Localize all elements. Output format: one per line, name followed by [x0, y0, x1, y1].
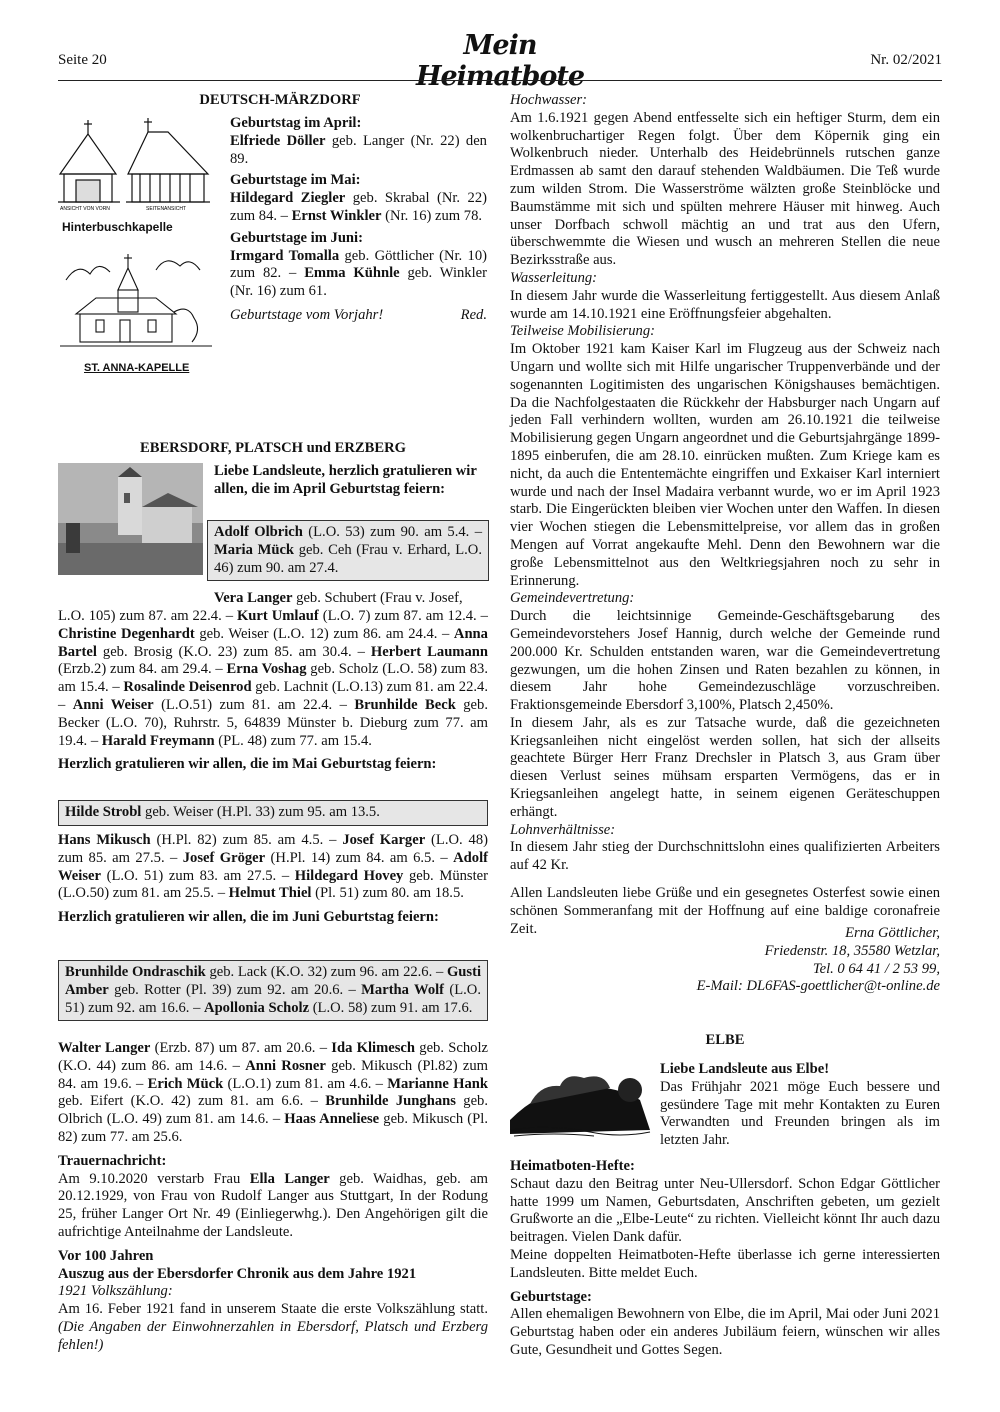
gemeindevertretung-text: Durch die leichtsinnige Gemeinde-Geschäftsgebarung des Gemeindevorstehers Josef Hannig, durch welche der Gemeinde rund 200.000 Kr. Schulden entstanden waren, war die Gemeindevertretung gezwungen, um die hohen Zinsen und Raten bezahlen zu können, in diesem Jahr hohe Gemeindezuschläge vorzuschreiben. Fraktionsgemeinde Ebersdorf 3,100%, Platsch 2,450%. [510, 608, 940, 714]
dm-mai-heading: Geburtstage im Mai: [230, 172, 361, 189]
trauer-heading: Trauernachricht: [58, 1152, 167, 1169]
issue-number: Nr. 02/2021 [870, 52, 942, 68]
elbe-geburtstage-text: Allen ehemaligen Bewohnern von Elbe, die im April, Mai oder Juni 2021 Geburtstag haben oder ein anderes Jubiläum feiern, wünschen wir alles Gute, Gesundheit und Gottes Segen. [510, 1306, 940, 1358]
heimatboten-text-1: Schaut dazu den Beitrag unter Neu-Ullersdorf. Schon Edgar Göttlicher hatte 1999 um Namen, Geburtsdaten, Anschriften gebeten, um gezielt Grußworte an die „Elbe-Leute“ zu richten. Vielleicht könnt Ihr auch dazu beitragen. Vielen Dank dafür. [510, 1175, 940, 1246]
signature-phone: Tel. 0 64 41 / 2 53 99, [812, 960, 940, 977]
masthead-logo: Mein Heimatbote [415, 30, 585, 92]
wasserleitung-heading: Wasserleitung: [510, 269, 598, 286]
chronik-continued [510, 92, 940, 938]
dm-red: Red. [460, 306, 487, 323]
st-anna-kapelle-drawing [56, 250, 216, 360]
ebersdorf-april-list: L.O. 105) zum 87. am 22.4. – Kurt Umlauf (L.O. 7) zum 87. am 12.4. – Christine Degenhardt geb. Weiser (L.O. 12) zum 86. am 24.4. – Anna Bartel geb. Brosig (K.O. 23) zum 85. am 30.4. – Herbert Laumann (Erzb.2) zum 84. am 29.4. – Erna Voshag geb. Scholz (L.O. 58) zum 83. am 15.4. – Rosalinde Deisenrod geb. Lachnit (L.O.13) zum 81. am 22.4. – Anni Weiser (L.O.51) zum 81. am 22.4. – Brunhilde Beck geb. Becker (L.O. 70), Ruhrstr. 5, 64839 Münster b. Dieburg zum 77. am 19.4. – Harald Freymann (PL. 48) zum 77. am 15.4. Herzlich gratulieren wir allen, die im Mai Geburtstag feiern: [58, 608, 488, 773]
ebersdorf-mai-heading: Herzlich gratulieren wir allen, die im Mai Geburtstag feiern: [58, 756, 437, 773]
chronik-heading: Auszug aus der Ebersdorfer Chronik aus dem Jahre 1921 [58, 1265, 417, 1282]
signature-block [510, 925, 940, 996]
ebersdorf-greeting: Liebe Landsleute, herzlich gratulieren wir allen, die im April Geburtstag feiern: [214, 463, 477, 497]
dm-juni-text: Irmgard Tomalla geb. Göttlicher (Nr. 10) zum 82. – Emma Kühnle geb. Winkler (Nr. 16) zum 61. [230, 247, 487, 300]
ebersdorf-box-juni: Brunhilde Ondraschik geb. Lack (K.O. 32) zum 96. am 22.6. – Gusti Amber geb. Rotter (Pl. 39) zum 92. am 20.6. – Martha Wolf (L.O. 51) zum 92. am 16.6. – Apollonia Scholz (L.O. 58) zum 91. am 17.6. [58, 960, 488, 1021]
signature-name: Erna Göttlicher, [845, 925, 940, 941]
dm-mai-text: Hildegard Ziegler geb. Skrabal (Nr. 22) zum 84. – Ernst Winkler (Nr. 16) zum 78. [230, 190, 487, 224]
hinterbuschkapelle-caption: Hinterbuschkapelle [62, 220, 173, 234]
dm-april-heading: Geburtstag im April: [230, 115, 362, 131]
hochwasser-heading: Hochwasser: [510, 92, 588, 108]
st-anna-caption: ST. ANNA-KAPELLE [84, 362, 190, 374]
signature-email: E-Mail: DL6FAS-goettlicher@t-online.de [696, 978, 940, 995]
elbe-greeting-text: Das Frühjahr 2021 möge Euch bessere und gesündere Tage mit mehr Kontakten zu Euren Verwandten und Freunden bringen als im letzten Jahr. [660, 1078, 940, 1149]
ebersdorf-box-april: Adolf Olbrich (L.O. 53) zum 90. am 5.4. – Maria Mück geb. Ceh (Frau v. Erhard, L.O. 46) zum 90. am 27.4. [207, 520, 489, 581]
elbe-greeting-heading: Liebe Landsleute aus Elbe! [660, 1061, 830, 1077]
elbe-body [510, 1158, 940, 1360]
gemeindevertretung-heading: Gemeindevertretung: [510, 590, 635, 607]
header-rule [58, 80, 942, 81]
dm-april-text: Elfriede Döller geb. Langer (Nr. 22) den 89. [230, 132, 487, 167]
mobilisierung-text: Im Oktober 1921 kam Kaiser Karl im Flugzeug aus der Schweiz nach Ungarn und wollte sich mit Hilfe ungarischer Truppenverbände und der sogenannten Logitimisten des ungarischen Königshauses bemächtigen. Da die Nachfolgestaaten die Rückkehr der Habsburger nach Ungarn auf jeden Fall verhindern wollten, wurden am 26.10.1921 die teilweise Mobilisierung gegen Ungarn angeordnet und die Geburtsjahrgänge 1899-1895 einberufen, die am 28.10. einrücken mußten. Zum Kriege kam es nicht, da auch die Ententemächte eingriffen und Exkaiser Karl interniert wurde und nach der Insel Madaira verbannt wurde, wo er im April 1923 starb. Die Eingerückten bleiben vier Wochen unter den Waffen. In diesen vier Wochen stiegen die Lebensmittelpreise, vor allem das in großen Mengen auf Vorrat angekaufte Mehl. Denn den Bewohnern war die große Lebensmittelnot aus den Weltkriegsjahren noch zu sehr in Erinnerung. [510, 341, 940, 589]
ebersdorf-juni-list: Walter Langer (Erzb. 87) um 87. am 20.6. – Ida Klimesch geb. Scholz (K.O. 44) zum 86. am 14.6. – Anni Rosner geb. Mikusch (Pl.82) zum 84. am 19.6. – Erich Mück (L.O.1) zum 81. am 4.6. – Marianne Hank geb. Eifert (K.O. 42) zum 81. am 6.6. – Brunhilde Junghans geb. Olbrich (L.O. 49) zum 81. am 14.6. – Haas Anneliese geb. Mikusch (Pl. 82) zum 77. am 25.6. Trauernachricht: Am 9.10.2020 verstarb Frau Ella Langer geb. Waidhas, geb. am 20.12.1929, von Frau von Rudolf Langer aus Stuttgart, In der Rodung 25, früher Langer Ort Nr. 49 (Einliegerwhg.). Den Angehörigen gilt die aufrichtige Anteilnahme der Landsleute. Vor 100 Jahren Auszug aus der Ebersdorfer Chronik aus dem Jahre 1921 1921 Volkszählung: Am 16. Feber 1921 fand in unserem Staate die erste Volkszählung statt. (Die Angaben der Einwohnerzahlen in Ebersdorf, Platsch und Erzberg fehlen!) [58, 1040, 489, 1353]
ebersdorf-mai-list: Hans Mikusch (H.Pl. 82) zum 85. am 4.5. – Josef Karger (L.O. 48) zum 85. am 27.5. – Josef Gröger (H.Pl. 14) zum 84. am 6.5. – Adolf Weiser (L.O. 51) zum 83. am 27.5. – Hildegard Hovey geb. Münster (L.O.50) zum 81. am 25.5. – Helmut Thiel (Pl. 51) zum 80. am 18.5. Herzlich gratulieren wir allen, die im Juni Geburtstag feiern: [58, 832, 488, 926]
section-title-ebersdorf: EBERSDORF, PLATSCH und ERZBERG [139, 440, 406, 456]
vor100-heading: Vor 100 Jahren [58, 1247, 154, 1264]
drawing-subcaption-right: SEITENANSICHT [146, 206, 187, 212]
hochwasser-text: Am 1.6.1921 gegen Abend entfesselte sich ein heftiger Sturm, dem ein wolkenbruchartiger Regen folgt. Über dem Köpernik ging ein Wolkenbruch nieder. Unterhalb des Heidebrünnels rutschen ganze Erdmassen ab samt den darauf stehenden Waldbäumen. Die Teß wurde zum wilden Strom. Die Wasserströme wälzten große Steinblöcke und Baumstämme mit sich und spülten mehrere Häuser mit hinweg. Auch unser Dorfbach schwoll mächtig an und trat aus den Ufern, überschwemmte die Wiesen und wusch an mehreren Stellen die neue Bezirksstraße aus. [510, 109, 940, 269]
closing-text: Allen Landsleuten liebe Grüße und ein gesegnetes Osterfest sowie einen schönen Sommeranfang mit der Hoffnung auf eine baldige coronafreie Zeit. [510, 885, 940, 937]
volkszaehlung-text: Am 16. Feber 1921 fand in unserem Staate die erste Volkszählung statt. (Die Angaben der Einwohnerzahlen in Ebersdorf, Platsch und Erzberg fehlen!) [58, 1301, 488, 1353]
elbe-geburtstage-heading: Geburtstage: [510, 1288, 592, 1305]
dm-juni-heading: Geburtstage im Juni: [230, 229, 363, 246]
ebersdorf-church-photo [58, 463, 203, 575]
trauer-text: Am 9.10.2020 verstarb Frau Ella Langer geb. Waidhas, geb. am 20.12.1929, von Frau von Rudolf Langer aus Stuttgart, In der Rodung 25, früher Langer Ort Nr. 49 (Einliegerwhg.). Den Angehörigen gilt die aufrichtige Anteilnahme der Landsleute. [58, 1170, 489, 1240]
kriegsanleihen-text: In diesem Jahr, als es zur Tatsache wurde, daß die gezeichneten Kriegsanleihen nicht eingelöst werden sollen, hat sich der allseits geachtete Bürger Herr Franz Drechsler in Platsch 3, aus Gram über diesen Verlust seines mühsam ersparten Vermögens, das er in Kriegsanleihen angelegt hatte, in seinem eigenen Geräteschuppen erhängt. [510, 714, 940, 820]
wasserleitung-text: In diesem Jahr wurde die Wasserleitung fertiggestellt. Aus diesem Anlaß wurde am 14.10.1921 eine Eröffnungsfeier abgehalten. [510, 287, 940, 322]
volkszaehlung-heading: 1921 Volkszählung: [58, 1283, 173, 1300]
dm-birthdays [230, 115, 487, 325]
dm-note: Geburtstage vom Vorjahr! Red. [230, 306, 487, 323]
ebersdorf-juni-heading: Herzlich gratulieren wir allen, die im Juni Geburtstag feiern: [58, 909, 439, 926]
ebersdorf-april-intro: Vera Langer geb. Schubert (Frau v. Josef, [214, 590, 463, 606]
page-number: Seite 20 [58, 52, 107, 68]
elbe-landscape-drawing [510, 1060, 652, 1142]
hinterbuschkapelle-drawing [58, 116, 218, 236]
ebersdorf-box-mai: Hilde Strobl geb. Weiser (H.Pl. 33) zum 95. am 13.5. [58, 800, 488, 826]
section-title-deutsch-maerzdorf: DEUTSCH-MÄRZDORF [199, 92, 361, 108]
lohn-heading: Lohnverhältnisse: [510, 821, 616, 838]
section-title-elbe: ELBE [705, 1032, 745, 1048]
signature-address: Friedenstr. 18, 35580 Wetzlar, [764, 942, 940, 959]
drawing-subcaption-left: ANSICHT VON VORN [60, 206, 110, 212]
heimatboten-heading: Heimatboten-Hefte: [510, 1158, 635, 1174]
elbe-greeting [660, 1061, 940, 1150]
lohn-text: In diesem Jahr stieg der Durchschnittslohn eines qualifizierten Arbeiters auf 42 Kr. [510, 839, 940, 874]
mobilisierung-heading: Teilweise Mobilisierung: [510, 323, 655, 340]
heimatboten-text-2: Meine doppelten Heimatboten-Hefte überlasse ich gerne interessierten Landsleuten. Bitte meldet Euch. [510, 1246, 940, 1281]
